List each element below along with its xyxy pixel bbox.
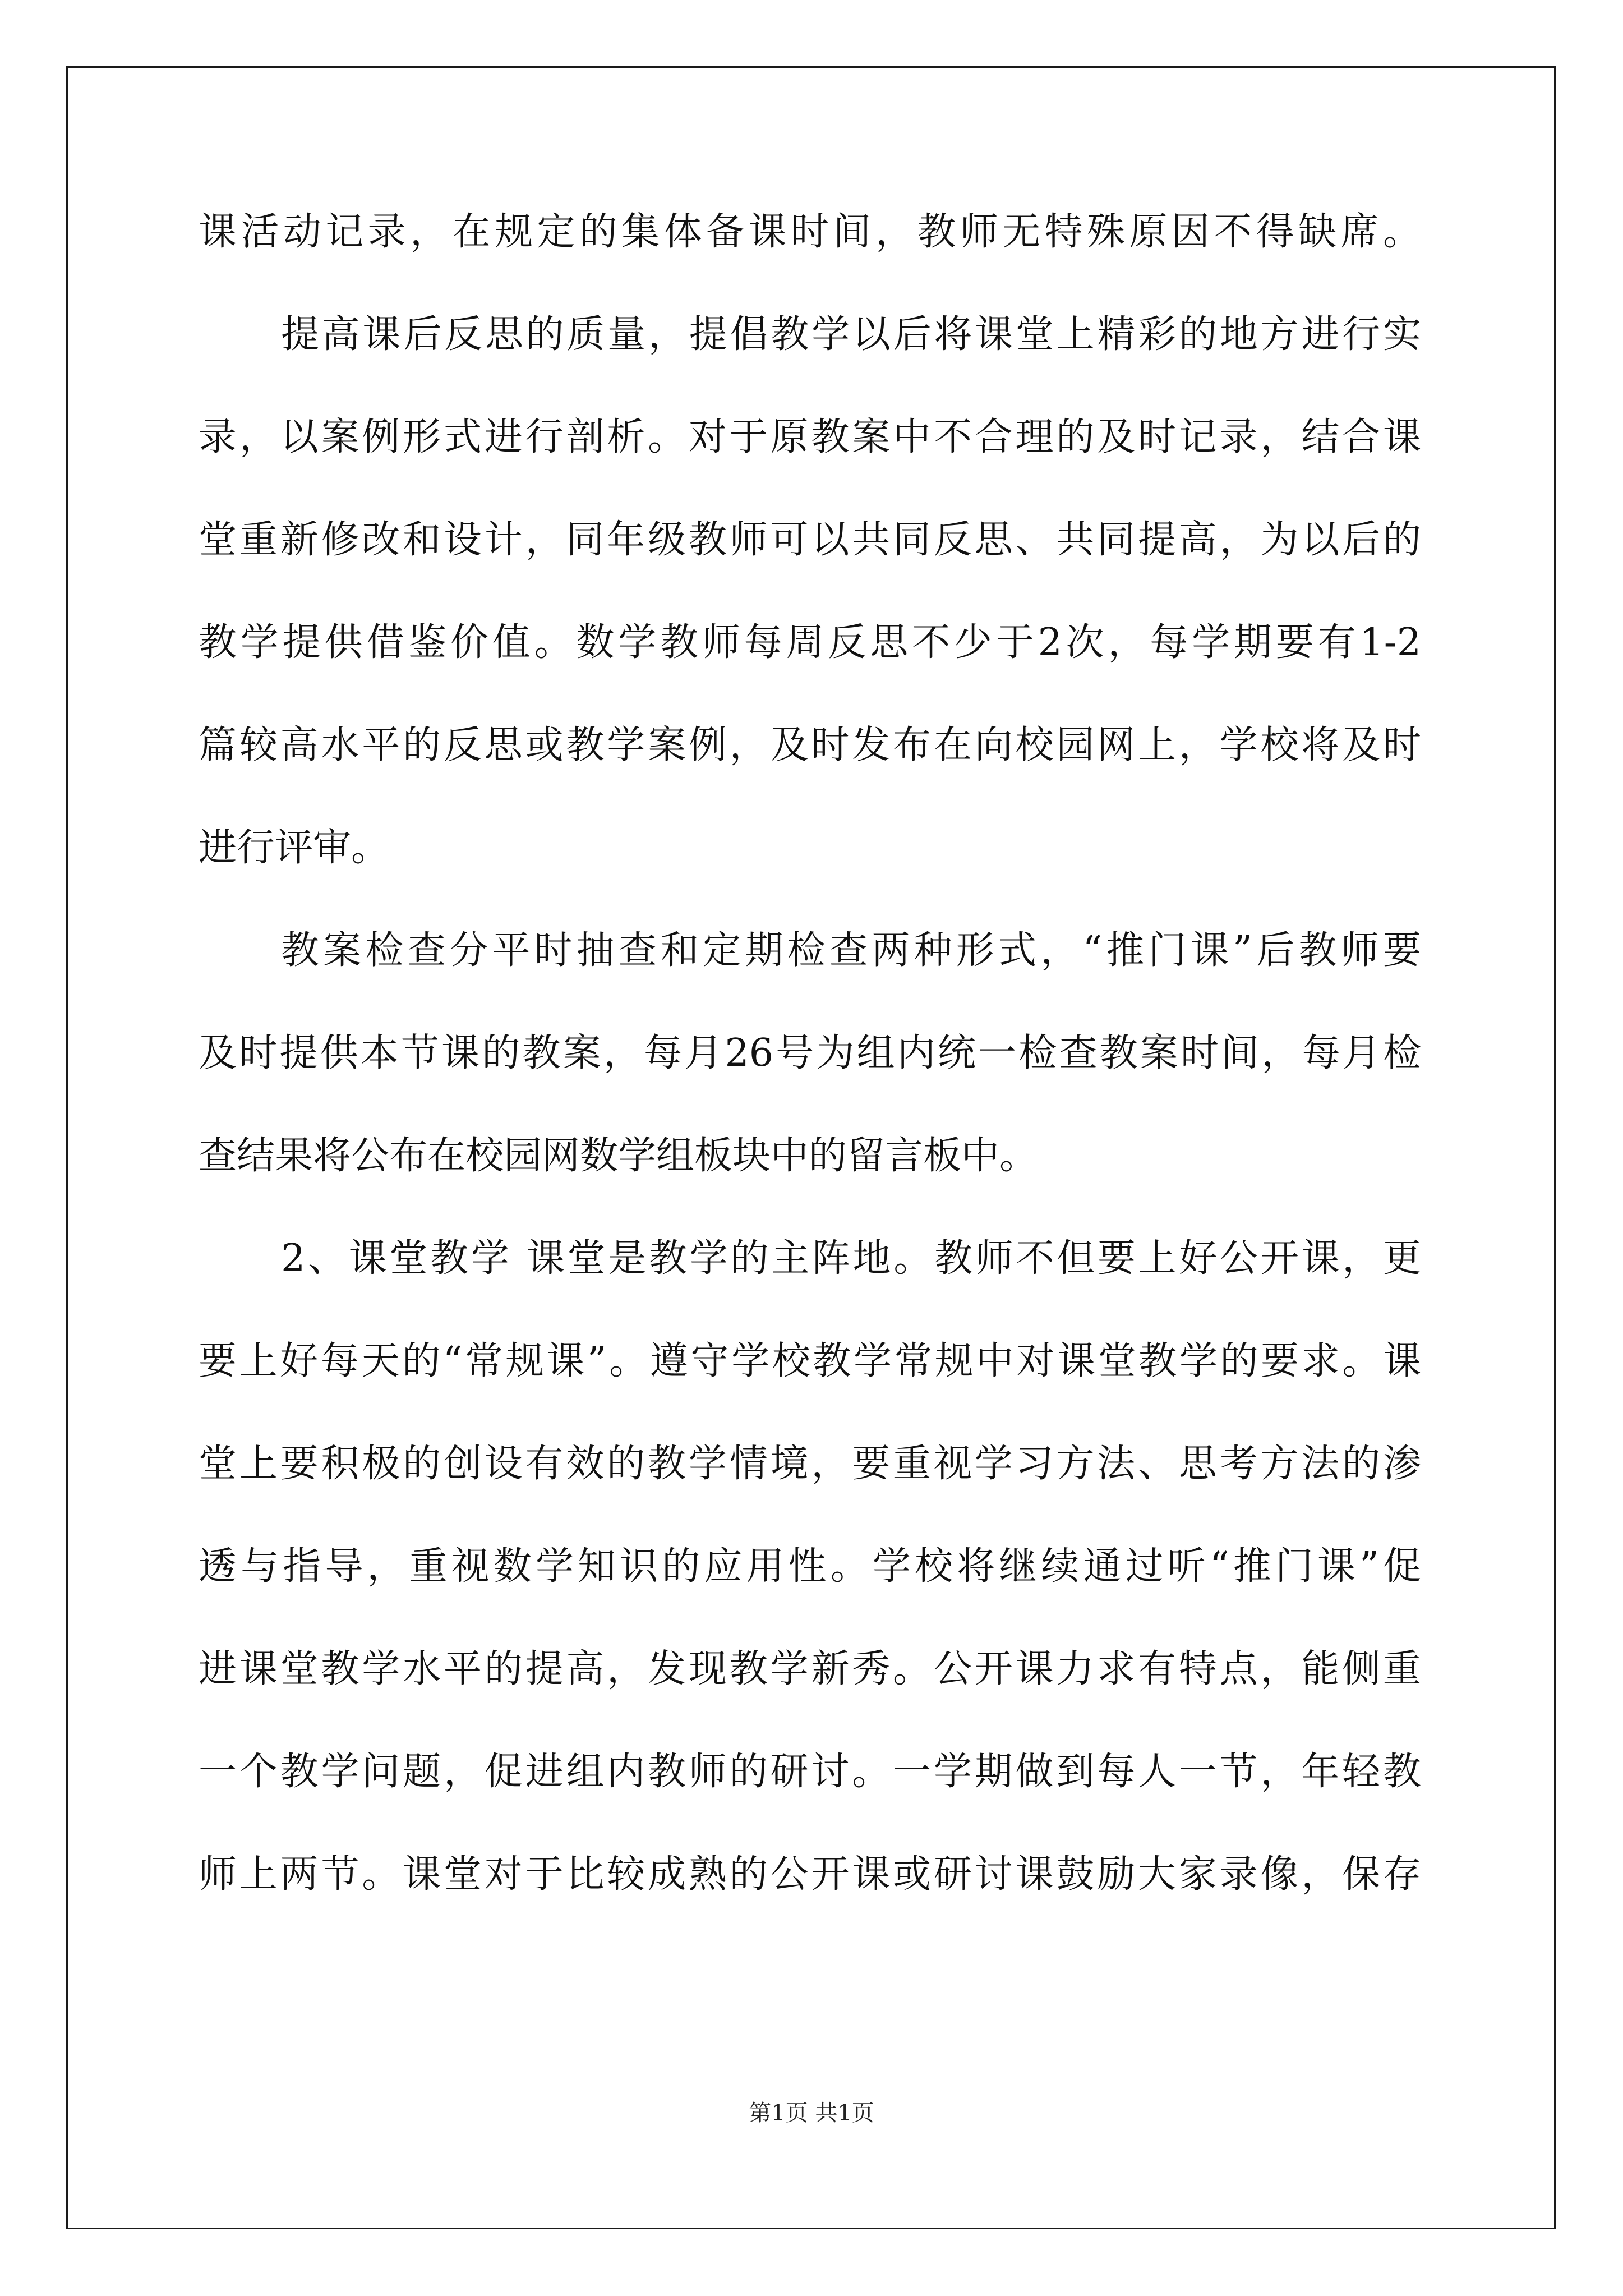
text-line: 录，以案例形式进行剖析。对于原教案中不合理的及时记录，结合课 (199, 415, 1421, 459)
text-line: 查结果将公布在校园网数学组板块中的留言板中。 (199, 1134, 1038, 1178)
text-line: 师上两节。课堂对于比较成熟的公开课或研讨课鼓励大家录像，保存 (199, 1852, 1421, 1897)
text-line: 篇较高水平的反思或教学案例，及时发布在向校园网上，学校将及时 (199, 723, 1421, 767)
text-line: 教学提供借鉴价值。数学教师每周反思不少于2次，每学期要有1-2 (199, 620, 1421, 665)
text-line: 进行评审。 (199, 826, 390, 870)
text-line: 教案检查分平时抽查和定期检查两种形式，“推门课”后教师要 (281, 928, 1421, 973)
text-line: 提高课后反思的质量，提倡教学以后将课堂上精彩的地方进行实 (281, 312, 1421, 357)
text-line: 课活动记录，在规定的集体备课时间，教师无特殊原因不得缺席。 (199, 210, 1421, 254)
text-line: 堂重新修改和设计，同年级教师可以共同反思、共同提高，为以后的 (199, 518, 1421, 562)
page-number: 第1页 共1页 (749, 2100, 874, 2126)
text-line: 进课堂教学水平的提高，发现教学新秀。公开课力求有特点，能侧重 (199, 1647, 1421, 1691)
text-line: 透与指导，重视数学知识的应用性。学校将继续通过听“推门课”促 (199, 1544, 1421, 1589)
text-line: 堂上要积极的创设有效的教学情境，要重视学习方法、思考方法的渗 (199, 1442, 1421, 1486)
text-line: 一个教学问题，促进组内教师的研讨。一学期做到每人一节，年轻教 (199, 1750, 1421, 1794)
text-line: 要上好每天的“常规课”。遵守学校教学常规中对课堂教学的要求。课 (199, 1339, 1421, 1383)
text-line: 及时提供本节课的教案，每月26号为组内统一检查教案时间，每月检 (199, 1031, 1421, 1075)
text-line: 2、课堂教学 课堂是教学的主阵地。教师不但要上好公开课，更 (281, 1236, 1421, 1281)
